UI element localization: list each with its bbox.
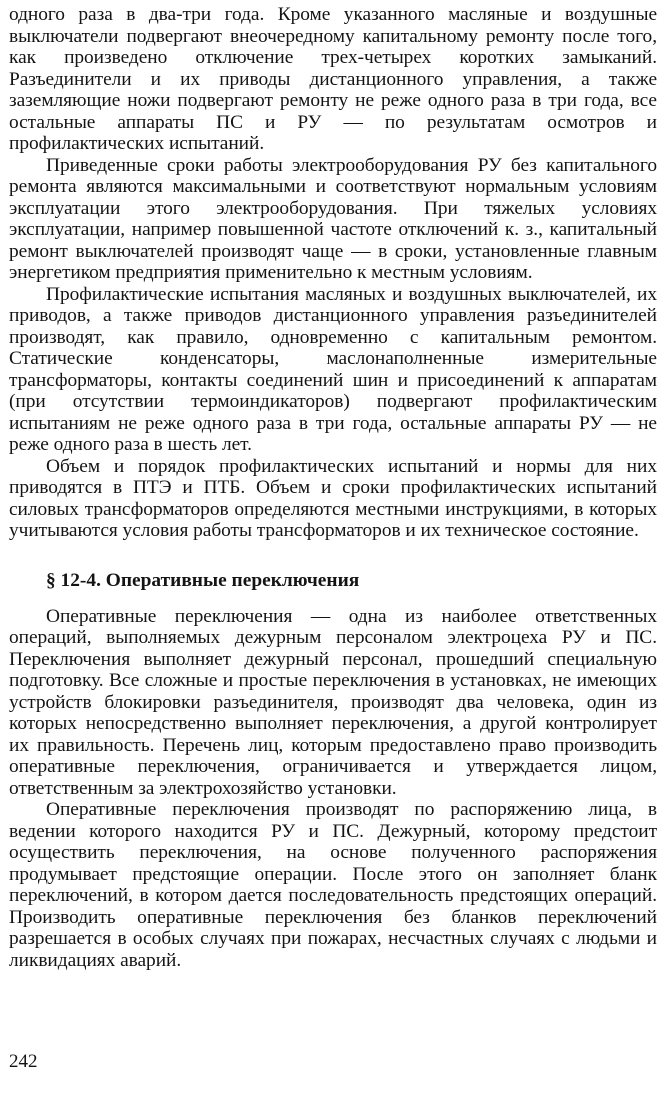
paragraph-switching-order: Оперативные переключения производят по распоряжению лица, в ведении которого находится РУ и ПС. Дежурный, которому предстоит осуществить переключения, на основе полученного распоряжения продумывает предстоящие операции. После этого он заполняет бланк переключений, в котором дается последовательность предстоящих операций. Производить оперативные переключения без бланков переключений разрешается в особых случаях при пожарах, несчастных случаях с людьми и ликвидациях аварий. <box>9 799 657 971</box>
paragraph-preventive-tests: Профилактические испытания масляных и воздушных выключателей, их приводов, а также приводов дистанционного управления разъединителей производят, как правило, одновременно с капитальным ремонтом. Статические конденсаторы, маслонаполненные измерительные трансформаторы, контакты соединений шин и присоединений к аппаратам (при отсутствии термоиндикаторов) подвергают профилактическим испытаниям не реже одного раза в три года, остальные аппараты РУ — не реже одного раза в шесть лет. <box>9 283 657 455</box>
section-heading: § 12-4. Оперативные переключения <box>46 569 360 591</box>
paragraph-switching-intro: Оперативные переключения — одна из наиболее ответственных операций, выполняемых дежурным персоналом электроцеха РУ и ПС. Переключения выполняет дежурный персонал, прошедший специальную подготовку. Все сложные и простые переключения в установках, не имеющих устройств блокировки разъединителя, производят два человека, один из которых непосредственно выполняет переключения, а другой контролирует их правильность. Перечень лиц, которым предоставлено право производить оперативные переключения, ограничивается и утверждается лицом, ответственным за электрохозяйство установки. <box>9 605 657 799</box>
paragraph-repair-terms: Приведенные сроки работы электрооборудования РУ без капитального ремонта являются максимальными и соответствуют нормальным условиям эксплуатации этого электрооборудования. При тяжелых условиях эксплуатации, например повышенной частоте отключений к. з., капитальный ремонт выключателей производят чаще — в сроки, установленные главным энергетиком предприятия применительно к местным условиям. <box>9 154 657 283</box>
text-column <box>9 4 657 971</box>
paragraph-test-scope: Объем и порядок профилактических испытаний и нормы для них приводятся в ПТЭ и ПТБ. Объем и сроки профилактических испытаний силовых трансформаторов определяются местными инструкциями, в которых учитываются условия работы трансформаторов и их техническое состояние. <box>9 455 657 541</box>
paragraph-continuation: одного раза в два-три года. Кроме указанного масляные и воздушные выключатели подвергают внеочередному капитальному ремонту после того, как произведено отключение трех-четырех коротких замыканий. Разъединители и их приводы дистанционного управления, а также заземляющие ножи подвергают ремонту не реже одного раза в три года, все остальные аппараты ПС и РУ — по результатам осмотров и профилактических испытаний. <box>9 4 657 154</box>
page-number: 242 <box>9 1051 38 1072</box>
